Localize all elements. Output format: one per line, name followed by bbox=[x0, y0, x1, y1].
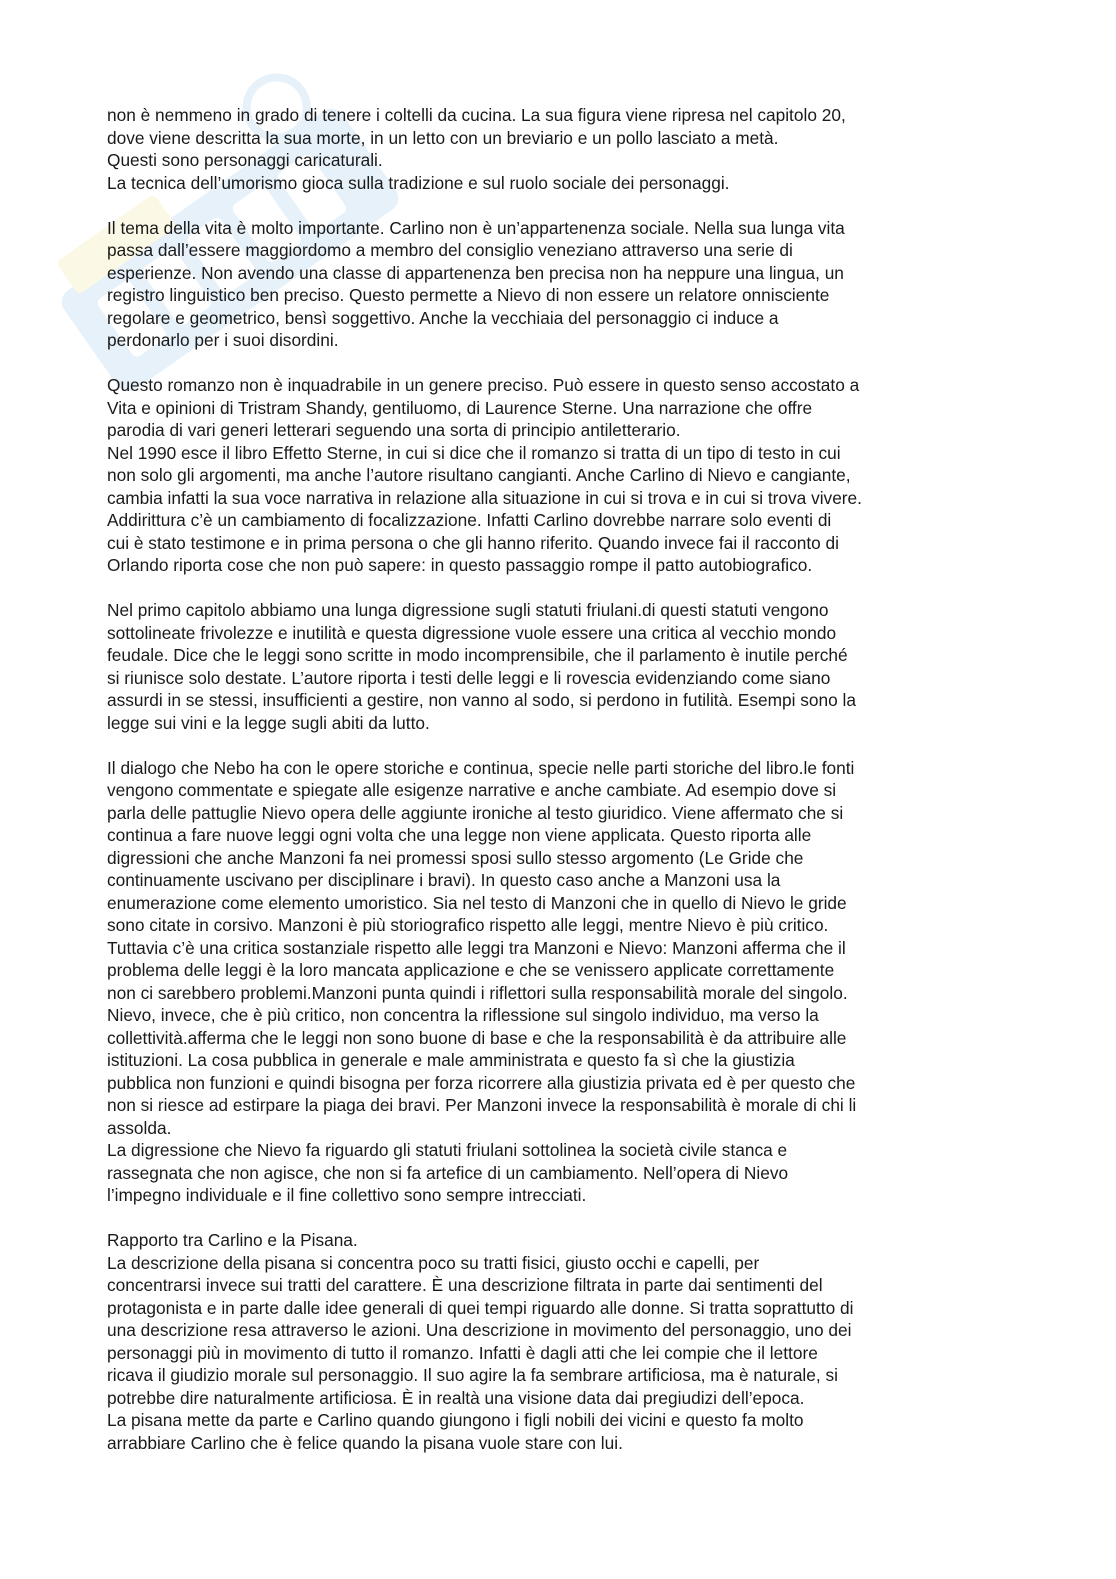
text-line: concentrarsi invece sui tratti del carattere. È una descrizione filtrata in parte dai sentimenti del bbox=[107, 1275, 823, 1295]
text-line: Addirittura c’è un cambiamento di focalizzazione. Infatti Carlino dovrebbe narrare solo eventi di bbox=[107, 510, 832, 530]
paragraph bbox=[107, 374, 1007, 577]
text-line: ricava il giudizio morale sul personaggio. Il suo agire la fa sembrare artificiosa, ma è naturale, si bbox=[107, 1365, 838, 1385]
text-line: potrebbe dire naturalmente artificiosa. È in realtà una visione data dai pregiudizi dell’epoca. bbox=[107, 1387, 805, 1408]
text-line: istituzioni. La cosa pubblica in generale e male amministrata e questo fa sì che la giustizia bbox=[107, 1050, 795, 1070]
text-line: Vita e opinioni di Tristram Shandy, gentiluomo, di Laurence Sterne. Una narrazione che offre bbox=[107, 397, 813, 418]
text-line: non è nemmeno in grado di tenere i coltelli da cucina. La sua figura viene ripresa nel capitolo 20, bbox=[107, 105, 846, 125]
text-line: registro linguistico ben preciso. Questo permette a Nievo di non essere un relatore onnisciente bbox=[107, 285, 830, 305]
text-line: rassegnata che non agisce, che non si fa artefice di un cambiamento. Nell’opera di Nievo bbox=[107, 1162, 789, 1183]
text-line: La descrizione della pisana si concentra poco su tratti fisici, giusto occhi e capelli, per bbox=[107, 1252, 760, 1273]
text-line: Nievo, invece, che è più critico, non concentra la riflessione sul singolo individuo, ma verso la bbox=[107, 1005, 819, 1025]
text-line: dove viene descritta la sua morte, in un letto con un breviario e un pollo lasciato a metà. bbox=[107, 127, 779, 148]
text-line: Nel primo capitolo abbiamo una lunga digressione sugli statuti friulani.di questi statuti vengono bbox=[107, 600, 829, 620]
text-line: perdonarlo per i suoi disordini. bbox=[107, 330, 339, 350]
text-line: Il tema della vita è molto importante. Carlino non è un’appartenenza sociale. Nella sua lunga vita bbox=[107, 217, 845, 238]
text-line: non ci sarebbero problemi.Manzoni punta quindi i riflettori sulla responsabilità morale del singolo. bbox=[107, 982, 848, 1003]
text-line: parla delle pattuglie Nievo opera delle aggiunte ironiche al testo giuridico. Viene affermato che si bbox=[107, 802, 844, 823]
text-line: Rapporto tra Carlino e la Pisana. bbox=[107, 1230, 358, 1250]
text-line: Nel 1990 esce il libro Effetto Sterne, in cui si dice che il romanzo si tratta di un tipo di testo in cui bbox=[107, 442, 841, 463]
text-line: assolda. bbox=[107, 1117, 172, 1138]
paragraph-gap bbox=[107, 577, 1007, 600]
text-line: continuamente uscivano per disciplinare i bravi). In questo caso anche a Manzoni usa la bbox=[107, 870, 781, 890]
text-line: cui è stato testimone e in prima persona o che gli hanno riferito. Quando invece fai il racconto di bbox=[107, 532, 839, 553]
paragraph bbox=[107, 104, 1007, 194]
text-line: Tuttavia c’è una critica sostanziale rispetto alle leggi tra Manzoni e Nievo: Manzoni afferma che il bbox=[107, 937, 846, 958]
text-line: passa dall’essere maggiordomo a membro del consiglio veneziano attraverso una serie di bbox=[107, 240, 793, 260]
paragraph bbox=[107, 1229, 1007, 1454]
text-line: La tecnica dell’umorismo gioca sulla tradizione e sul ruolo sociale dei personaggi. bbox=[107, 172, 730, 193]
paragraph-gap bbox=[107, 194, 1007, 217]
text-line: Questi sono personaggi caricaturali. bbox=[107, 150, 383, 170]
paragraph bbox=[107, 757, 1007, 1207]
text-line: cambia infatti la sua voce narrativa in relazione alla situazione in cui si trova e in cui si trova vivere. bbox=[107, 487, 862, 508]
text-line: enumerazione come elemento umoristico. Sia nel testo di Manzoni che in quello di Nievo le gride bbox=[107, 892, 847, 913]
text-line: Questo romanzo non è inquadrabile in un genere preciso. Può essere in questo senso accostato a bbox=[107, 375, 860, 395]
text-line: Orlando riporta cose che non può sapere: in questo passaggio rompe il patto autobiografico. bbox=[107, 555, 813, 575]
paragraph bbox=[107, 217, 1007, 352]
text-line: parodia di vari generi letterari seguendo una sorta di principio antiletterario. bbox=[107, 420, 681, 440]
text-line: collettività.afferma che le leggi non sono buone di base e che la responsabilità è da attribuire alle bbox=[107, 1027, 847, 1048]
text-line: esperienze. Non avendo una classe di appartenenza ben precisa non ha neppure una lingua, un bbox=[107, 262, 844, 283]
document-body bbox=[107, 104, 1007, 1454]
text-line: arrabbiare Carlino che è felice quando la pisana vuole stare con lui. bbox=[107, 1432, 623, 1453]
text-line: regolare e geometrico, bensì soggettivo. Anche la vecchiaia del personaggio ci induce a bbox=[107, 307, 779, 328]
paragraph-gap bbox=[107, 352, 1007, 375]
text-line: digressioni che anche Manzoni fa nei promessi sposi sullo stesso argomento (Le Gride che bbox=[107, 847, 804, 868]
text-line: una descrizione resa attraverso le azioni. Una descrizione in movimento del personaggio, uno dei bbox=[107, 1320, 852, 1340]
text-line: legge sui vini e la legge sugli abiti da lutto. bbox=[107, 712, 430, 733]
text-line: pubblica non funzioni e quindi bisogna per forza ricorrere alla giustizia privata ed è per questo che bbox=[107, 1072, 856, 1093]
text-line: problema delle leggi è la loro mancata applicazione e che se venissero applicate correttamente bbox=[107, 960, 835, 980]
text-line: continua a fare nuove leggi ogni volta che una legge non viene applicata. Questo riporta alle bbox=[107, 825, 812, 845]
text-line: non solo gli argomenti, ma anche l’autore risultano cangianti. Anche Carlino di Nievo e cangiante, bbox=[107, 465, 851, 485]
text-line: assurdi in se stessi, insufficienti a gestire, non vanno al sodo, si perdono in futilità. Esempi sono la bbox=[107, 690, 856, 710]
text-line: non si riesce ad estirpare la piaga dei bravi. Per Manzoni invece la responsabilità è morale di chi li bbox=[107, 1095, 857, 1115]
paragraph-gap bbox=[107, 734, 1007, 757]
text-line: La pisana mette da parte e Carlino quando giungono i figli nobili dei vicini e questo fa molto bbox=[107, 1410, 804, 1430]
text-line: sottolineate frivolezze e inutilità e questa digressione vuole essere una critica al vecchio mondo bbox=[107, 622, 837, 643]
paragraph-gap bbox=[107, 1207, 1007, 1230]
text-line: protagonista e in parte dalle idee generali di quei tempi riguardo alle donne. Si tratta soprattutto di bbox=[107, 1297, 854, 1318]
text-line: si riunisce solo destate. L’autore riporta i testi delle leggi e li rovescia evidenziando come siano bbox=[107, 667, 831, 688]
text-line: Il dialogo che Nebo ha con le opere storiche e continua, specie nelle parti storiche del libro.le fonti bbox=[107, 757, 855, 778]
text-line: sono citate in corsivo. Manzoni è più storiografico rispetto alle leggi, mentre Nievo è più critico. bbox=[107, 915, 829, 935]
text-line: La digressione che Nievo fa riguardo gli statuti friulani sottolinea la società civile stanca e bbox=[107, 1140, 788, 1160]
text-line: feudale. Dice che le leggi sono scritte in modo incomprensibile, che il parlamento è inutile perché bbox=[107, 645, 848, 665]
text-line: personaggi più in movimento di tutto il romanzo. Infatti è dagli atti che lei compie che il lettore bbox=[107, 1342, 818, 1363]
text-line: l’impegno individuale e il fine collettivo sono sempre intrecciati. bbox=[107, 1185, 587, 1205]
text-line: vengono commentate e spiegate alle esigenze narrative e anche cambiate. Ad esempio dove si bbox=[107, 780, 837, 800]
paragraph bbox=[107, 599, 1007, 734]
